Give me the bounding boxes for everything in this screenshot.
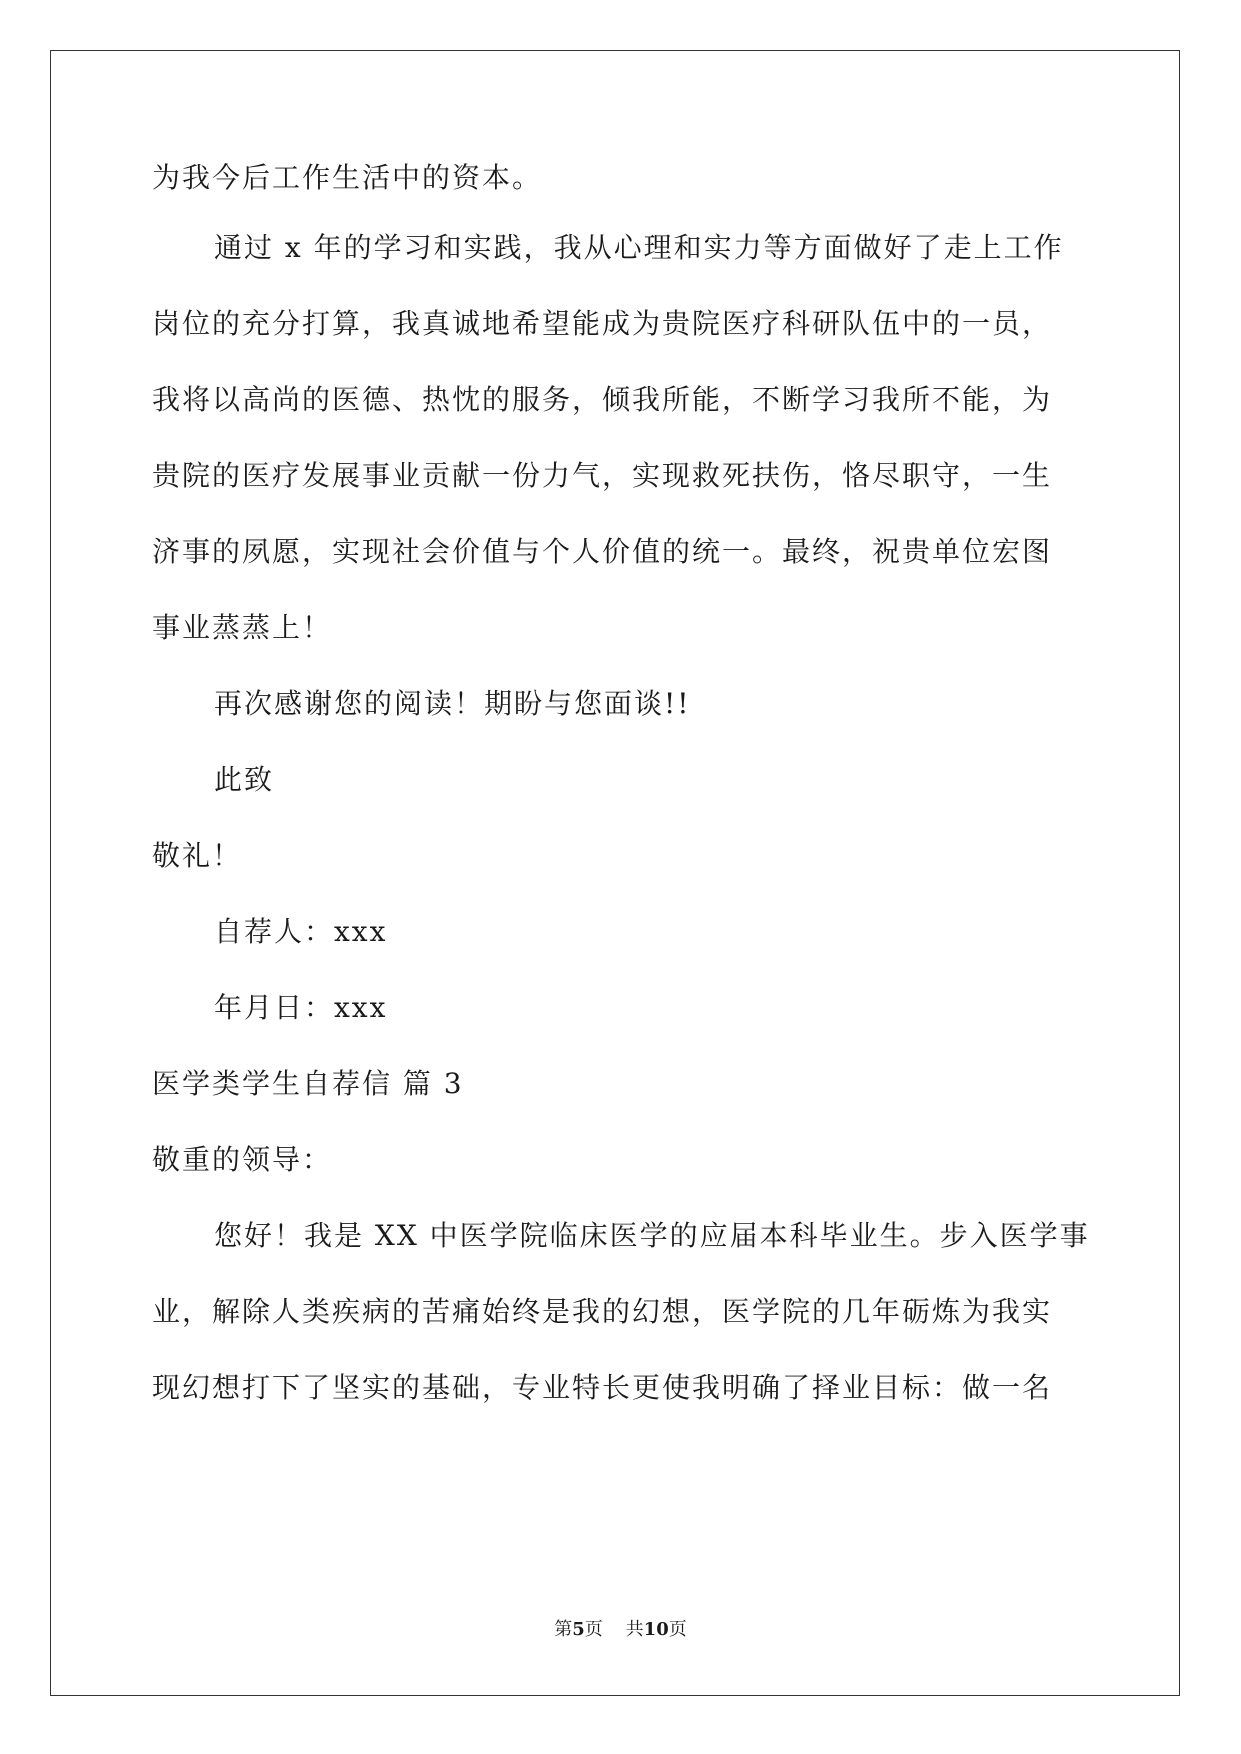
- text-line: 我将以高尚的医德、热忱的服务，倾我所能，不断学习我所不能，为: [152, 383, 1053, 416]
- footer-page-number: 5: [572, 1619, 585, 1640]
- footer-middle: 页 共: [584, 1619, 644, 1640]
- text-line: 通过 x 年的学习和实践，我从心理和实力等方面做好了走上工作: [214, 231, 1064, 264]
- text-line: 济事的夙愿，实现社会价值与个人价值的统一。最终，祝贵单位宏图: [152, 535, 1053, 568]
- text-line: 业，解除人类疾病的苦痛始终是我的幻想，医学院的几年砺炼为我实: [152, 1295, 1053, 1328]
- text-line: 现幻想打下了坚实的基础，专业特长更使我明确了择业目标：做一名: [152, 1371, 1053, 1404]
- text-line: 贵院的医疗发展事业贡献一份力气，实现救死扶伤，恪尽职守，一生: [152, 459, 1053, 492]
- text-line: 为我今后工作生活中的资本。: [152, 161, 543, 194]
- text-line: 事业蒸蒸上！: [152, 611, 333, 644]
- page-footer: [0, 1618, 1241, 1642]
- text-line: 您好！我是 XX 中医学院临床医学的应届本科毕业生。步入医学事: [214, 1219, 1090, 1252]
- footer-suffix: 页: [668, 1619, 687, 1640]
- closing-respect: 敬礼！: [152, 839, 243, 872]
- signature-line: 自荐人：xxx: [214, 915, 388, 948]
- footer-prefix: 第: [554, 1619, 573, 1640]
- text-line: 再次感谢您的阅读！期盼与您面谈!!: [214, 687, 691, 720]
- date-line: 年月日：xxx: [214, 991, 388, 1024]
- footer-total-pages: 10: [643, 1619, 669, 1640]
- greeting: 敬重的领导：: [152, 1143, 333, 1176]
- text-line: 岗位的充分打算，我真诚地希望能成为贵院医疗科研队伍中的一员，: [152, 307, 1053, 340]
- closing-salutation: 此致: [214, 763, 275, 796]
- section-heading: 医学类学生自荐信 篇 3: [152, 1067, 464, 1100]
